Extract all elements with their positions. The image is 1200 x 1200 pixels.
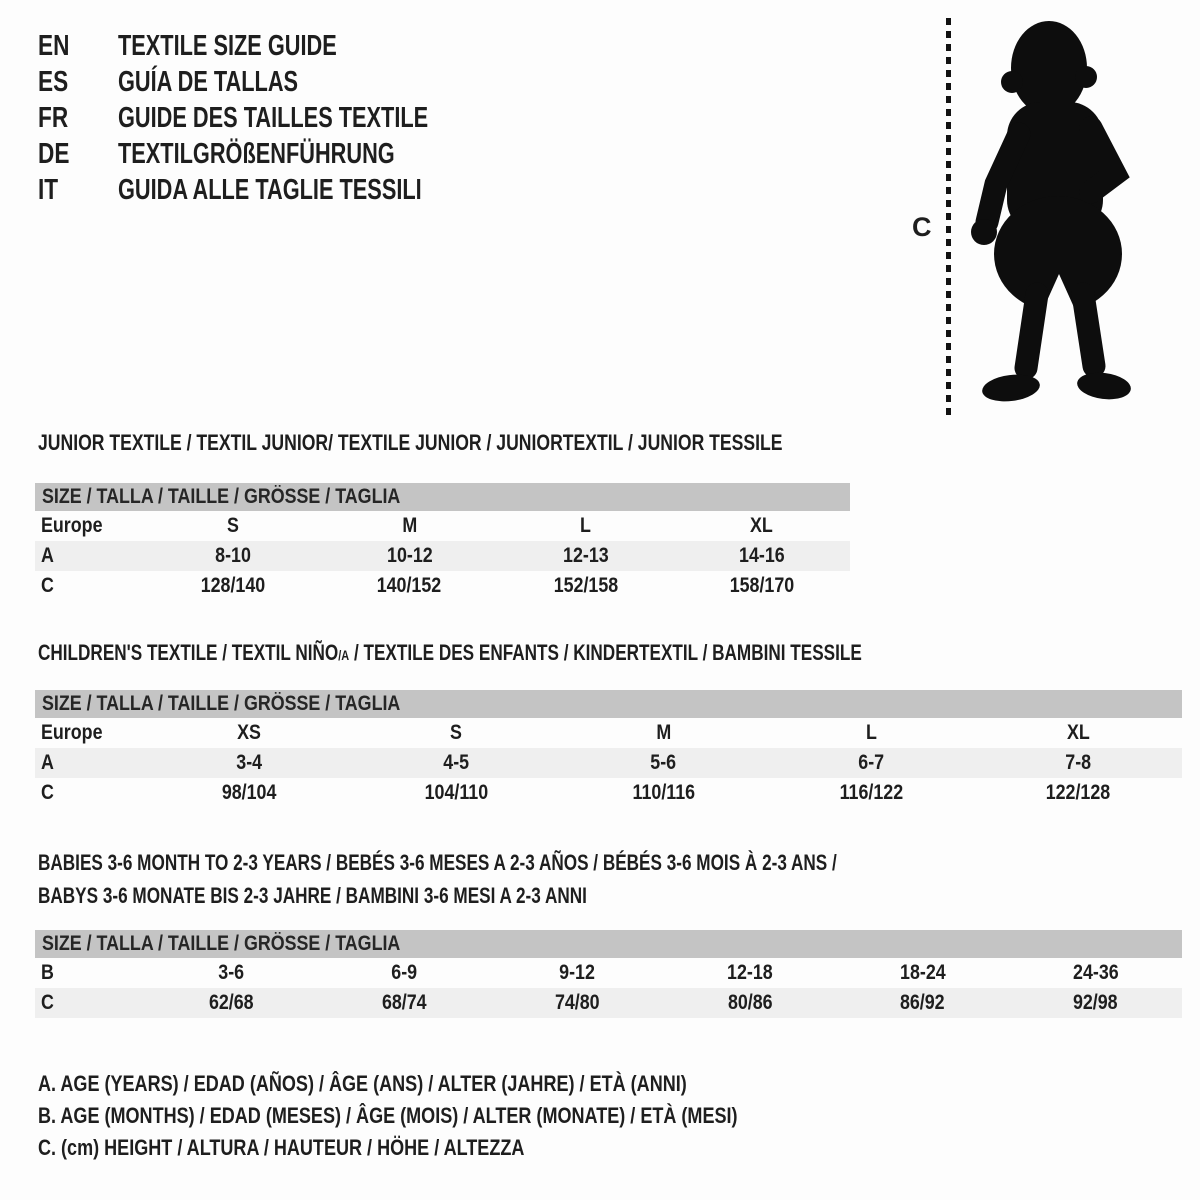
height-value: 98/104: [221, 781, 276, 804]
language-row-fr: [38, 100, 532, 136]
measure-legend: [38, 1068, 891, 1164]
language-code-en: EN: [38, 30, 70, 62]
children-row-a: [35, 748, 1182, 778]
height-value: 158/170: [729, 574, 795, 597]
age-months-value: 9-12: [559, 961, 595, 984]
legend-line-c: C. (cm) HEIGHT / ALTURA / HAUTEUR / HÖHE / ALTEZZA: [38, 1135, 525, 1160]
age-value: 14-16: [739, 544, 785, 567]
size-value: L: [865, 721, 877, 744]
age-value: 6-7: [858, 751, 884, 774]
language-row-es: [38, 64, 532, 100]
row-label: B: [41, 961, 54, 984]
row-label: A: [41, 751, 54, 774]
age-months-value: 18-24: [899, 961, 946, 984]
size-value: XL: [750, 514, 774, 537]
height-value: 152/158: [553, 574, 618, 597]
children-row-europe: [35, 718, 1182, 748]
height-value: 116/122: [839, 781, 903, 804]
language-row-it: [38, 172, 532, 208]
height-value: 74/80: [554, 991, 600, 1014]
height-value: 140/152: [377, 574, 442, 597]
age-value: 3-4: [235, 751, 262, 774]
size-value: XS: [236, 721, 261, 744]
babies-section-title-line2: BABYS 3-6 MONATE BIS 2-3 JAHRE / BAMBINI 3-6 MESI A 2-3 ANNI: [38, 883, 587, 908]
age-months-value: 3-6: [218, 961, 245, 984]
age-months-value: 6-9: [391, 961, 418, 984]
height-value: 62/68: [209, 991, 254, 1014]
size-value: M: [656, 721, 671, 744]
language-title-it: GUIDA ALLE TAGLIE TESSILI: [118, 174, 422, 206]
junior-size-table-header: [35, 483, 850, 511]
row-label: C: [41, 574, 54, 597]
row-label: Europe: [41, 721, 103, 744]
language-title-de: TEXTILGRÖßENFÜHRUNG: [118, 138, 395, 170]
age-value: 8-10: [215, 544, 251, 567]
children-row-c: [35, 778, 1182, 808]
junior-size-table: [35, 483, 850, 601]
height-value: 110/116: [632, 781, 695, 804]
language-title-en: TEXTILE SIZE GUIDE: [118, 30, 337, 62]
age-value: 4-5: [443, 751, 470, 774]
language-code-fr: FR: [38, 102, 69, 134]
language-title-fr: GUIDE DES TAILLES TEXTILE: [118, 102, 429, 134]
height-measure-label: C: [912, 212, 932, 242]
language-row-en: [38, 28, 532, 64]
children-size-table-header: [35, 690, 1182, 718]
babies-size-table-header: [35, 930, 1182, 958]
babies-section-title-line1: BABIES 3-6 MONTH TO 2-3 YEARS / BEBÉS 3-6 MESES A 2-3 AÑOS / BÉBÉS 3-6 MOIS À 2-3 ANS /: [38, 850, 837, 875]
age-value: 5-6: [650, 751, 677, 774]
children-size-table: [35, 690, 1182, 808]
language-code-it: IT: [38, 174, 59, 206]
babies-size-table: [35, 930, 1182, 1018]
height-value: 68/74: [381, 991, 427, 1014]
language-row-de: [38, 136, 532, 172]
age-months-value: 12-18: [727, 961, 773, 984]
height-value: 80/86: [727, 991, 773, 1014]
junior-row-europe: [35, 511, 850, 541]
age-value: 10-12: [386, 544, 433, 567]
size-value: XL: [1066, 721, 1090, 744]
children-title-sub: /A: [338, 647, 350, 663]
legend-line-a: A. AGE (YEARS) / EDAD (AÑOS) / ÂGE (ANS) / ALTER (JAHRE) / ETÀ (ANNI): [38, 1071, 687, 1096]
height-value: 86/92: [900, 991, 946, 1014]
language-list: [38, 28, 532, 208]
children-title-post: / TEXTILE DES ENFANTS / KINDERTEXTIL / BAMBINI TESSILE: [349, 640, 862, 665]
babies-row-c: [35, 988, 1182, 1018]
height-measure-dashed-line: [946, 18, 951, 416]
age-value: 12-13: [562, 544, 609, 567]
junior-row-c: [35, 571, 850, 601]
size-header-text: SIZE / TALLA / TAILLE / GRÖSSE / TAGLIA: [42, 932, 401, 955]
height-value: 122/128: [1046, 781, 1111, 804]
language-code-de: DE: [38, 138, 70, 170]
age-value: 7-8: [1065, 751, 1092, 774]
row-label: A: [41, 544, 54, 567]
size-header-text: SIZE / TALLA / TAILLE / GRÖSSE / TAGLIA: [42, 485, 401, 508]
age-months-value: 24-36: [1072, 961, 1119, 984]
babies-row-b: [35, 958, 1182, 988]
language-code-es: ES: [38, 66, 69, 98]
size-value: S: [227, 514, 240, 537]
row-label: Europe: [41, 514, 103, 537]
junior-section-title: JUNIOR TEXTILE / TEXTIL JUNIOR/ TEXTILE JUNIOR / JUNIORTEXTIL / JUNIOR TESSILE: [38, 430, 783, 455]
height-value: 92/98: [1073, 991, 1118, 1014]
height-value: 104/110: [424, 781, 488, 804]
junior-row-a: [35, 541, 850, 571]
size-value: M: [401, 514, 417, 537]
row-label: C: [41, 991, 54, 1014]
toddler-silhouette-icon: [963, 16, 1135, 414]
size-value: L: [580, 514, 592, 537]
row-label: C: [41, 781, 54, 804]
size-value: S: [450, 721, 463, 744]
children-title-pre: CHILDREN'S TEXTILE / TEXTIL NIÑO: [38, 640, 339, 665]
height-value: 128/140: [200, 574, 266, 597]
children-section-title: [38, 640, 862, 666]
size-header-text: SIZE / TALLA / TAILLE / GRÖSSE / TAGLIA: [42, 692, 401, 715]
language-title-es: GUÍA DE TALLAS: [118, 66, 299, 98]
legend-line-b: B. AGE (MONTHS) / EDAD (MESES) / ÂGE (MOIS) / ALTER (MONATE) / ETÀ (MESI): [38, 1103, 738, 1128]
